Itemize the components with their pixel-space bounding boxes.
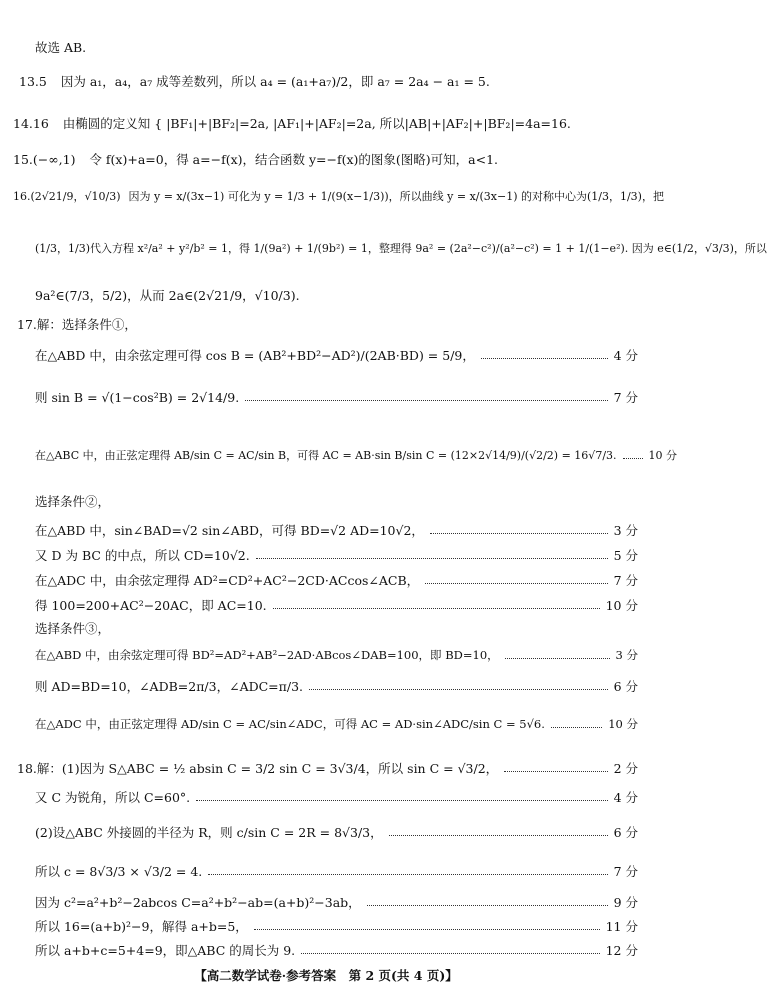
answer-13-text: 因为 a₁，a₄，a₇ 成等差数列，所以 a₄ = (a₁+a₇)/2，即 a₇ = 2a₄ − a₁ = 5. — [60, 74, 490, 89]
step-17-2d: 得 100=200+AC²−20AC，即 AC=10. 10 分 — [35, 598, 638, 613]
step-17-2a: 在△ABD 中，sin∠BAD=√2 sin∠ABD，可得 BD=√2 AD=10√2， 3 分 — [35, 523, 638, 538]
answer-16 — [13, 188, 664, 204]
step-17-2c: 在△ADC 中，由余弦定理得 AD²=CD²+AC²−2CD·ACcos∠ACB， 7 分 — [35, 573, 638, 588]
score: 12 分 — [605, 943, 638, 958]
step-18-1a: 18.解：(1)因为 S△ABC = ½ absin C = 3/2 sin C = 3√3/4，所以 sin C = √3/2， 2 分 — [17, 761, 638, 776]
score: 6 分 — [613, 825, 638, 840]
score: 10 分 — [648, 449, 678, 462]
score: 9 分 — [613, 895, 638, 910]
step-18-2a: (2)设△ABC 外接圆的半径为 R，则 c/sin C = 2R = 8√3/3， 6 分 — [35, 825, 638, 840]
step-18-2d: 所以 16=(a+b)²−9，解得 a+b=5， 11 分 — [35, 919, 638, 934]
answer-14 — [13, 114, 571, 132]
score: 3 分 — [615, 648, 638, 662]
step-17-3a: 在△ABD 中，由余弦定理可得 BD²=AD²+AB²−2AD·ABcos∠DAB=100，即 BD=10， 3 分 — [35, 648, 638, 662]
score: 7 分 — [613, 390, 638, 405]
answer-16-number: 16.(2√21/9，√10/3) — [13, 190, 121, 203]
score: 2 分 — [613, 761, 638, 776]
answer-16-text: 因为 y = x/(3x−1) 可化为 y = 1/3 + 1/(9(x−1/3))，所以曲线 y = x/(3x−1) 的对称中心为(1/3，1/3)，把 — [128, 190, 664, 203]
step-17-1a: 在△ABD 中，由余弦定理可得 cos B = (AB²+BD²−AD²)/(2AB·BD) = 5/9， 4 分 — [35, 348, 638, 363]
step-17-1b: 则 sin B = √(1−cos²B) = 2√14/9. 7 分 — [35, 390, 638, 405]
answer-13-number: 13.5 — [19, 74, 47, 89]
step-18-2e: 所以 a+b+c=5+4=9，即△ABC 的周长为 9. 12 分 — [35, 943, 638, 958]
step-18-1b: 又 C 为锐角，所以 C=60°. 4 分 — [35, 790, 638, 805]
answer-14-number: 14.16 — [13, 116, 49, 131]
score: 3 分 — [613, 523, 638, 538]
score: 11 分 — [605, 919, 638, 934]
answer-13 — [19, 72, 490, 90]
score: 6 分 — [613, 679, 638, 694]
score: 4 分 — [613, 348, 638, 363]
step-17-3b: 则 AD=BD=10，∠ADB=2π/3，∠ADC=π/3. 6 分 — [35, 679, 638, 694]
answer-14-text: 由椭圆的定义知 { |BF₁|+|BF₂|=2a, |AF₁|+|AF₂|=2a, 所以|AB|+|AF₂|+|BF₂|=4a=16. — [62, 116, 571, 131]
answer-16-end: 9a²∈(7/3，5/2)，从而 2a∈(2√21/9，√10/3). — [35, 288, 300, 303]
step-18-2b: 所以 c = 8√3/3 × √3/2 = 4. 7 分 — [35, 864, 638, 879]
score: 10 分 — [608, 717, 638, 731]
step-18-2c: 因为 c²=a²+b²−2abcos C=a²+b²−ab=(a+b)²−3ab， 9 分 — [35, 895, 638, 910]
answer-15 — [13, 150, 498, 168]
score: 7 分 — [613, 573, 638, 588]
answer-17-heading: 17.解：选择条件①， — [17, 317, 137, 332]
step-17-2b: 又 D 为 BC 的中点，所以 CD=10√2. 5 分 — [35, 548, 638, 563]
score: 5 分 — [613, 548, 638, 563]
score: 10 分 — [605, 598, 638, 613]
page-footer: 【高二数学试卷·参考答案 第 2 页(共 4 页)】 — [194, 968, 458, 983]
condition-3-heading: 选择条件③， — [35, 621, 111, 636]
answer-15-number: 15.(−∞,1) — [13, 152, 76, 167]
score: 4 分 — [613, 790, 638, 805]
score: 7 分 — [613, 864, 638, 879]
answer-15-text: 令 f(x)+a=0，得 a=−f(x)，结合函数 y=−f(x)的图象(图略)可知，a<1. — [89, 152, 499, 167]
condition-2-heading: 选择条件②， — [35, 494, 111, 509]
step-17-1c: 在△ABC 中，由正弦定理得 AB/sin C = AC/sin B，可得 AC = AB·sin B/sin C = (12×2√14/9)/(√2/2) = 16√7/3. 10 分 — [35, 449, 678, 462]
answer-16-cont: (1/3，1/3)代入方程 x²/a² + y²/b² = 1，得 1/(9a²) + 1/(9b²) = 1，整理得 9a² = (2a²−c²)/(a²−c²) = 1 + 1/(1−e²). 因为 e∈(1/2，√3/3)，所以 — [35, 242, 767, 255]
line-conclusion: 故选 AB. — [35, 40, 87, 55]
step-17-3c: 在△ADC 中，由正弦定理得 AD/sin C = AC/sin∠ADC，可得 AC = AD·sin∠ADC/sin C = 5√6. 10 分 — [35, 717, 638, 731]
